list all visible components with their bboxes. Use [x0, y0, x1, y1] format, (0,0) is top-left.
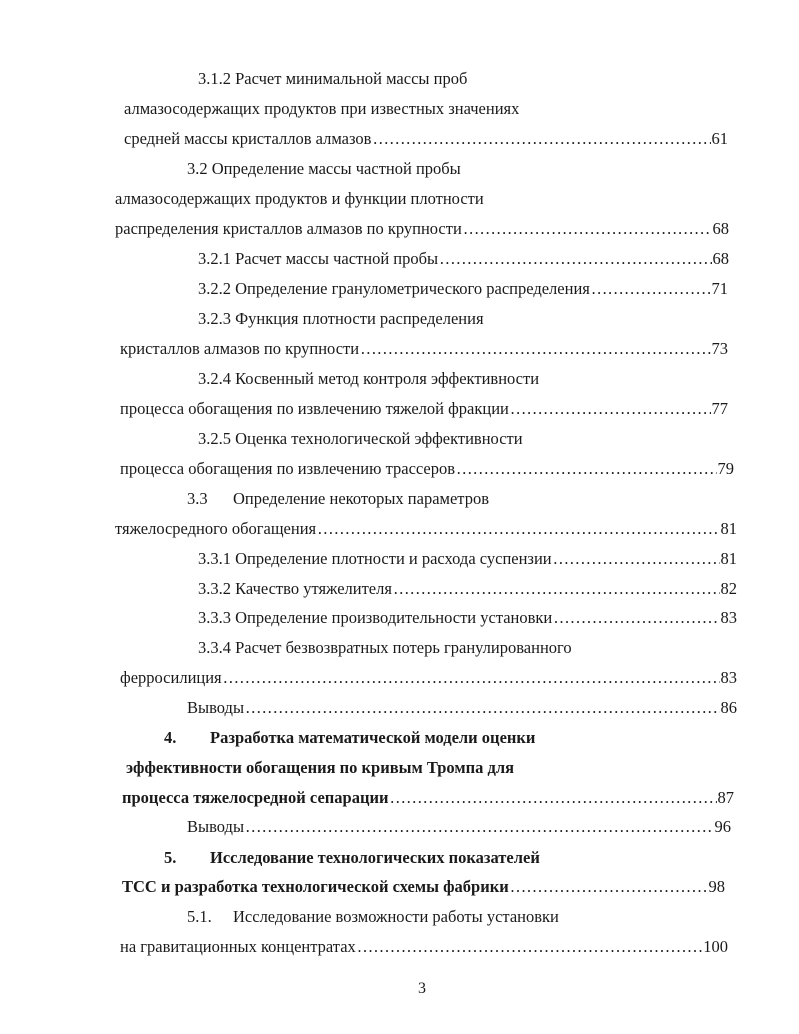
toc-entry-text: кристаллов алмазов по крупности — [120, 339, 360, 358]
dot-leader — [393, 578, 720, 600]
dot-leader — [389, 787, 716, 809]
toc-3-2-5-line-1: 3.2.5 Оценка технологической эффективности — [198, 429, 523, 448]
toc-3-2-line-1: 3.2 Определение массы частной пробы — [187, 159, 461, 178]
toc-entry-5-1 — [120, 936, 728, 958]
toc-page-number: 73 — [711, 339, 728, 358]
toc-entry-text: Выводы — [187, 698, 245, 717]
dot-leader — [439, 248, 711, 270]
toc-entry-4 — [122, 787, 734, 809]
toc-entry-text: процесса обогащения по извлечению тяжелой фракции — [120, 399, 509, 418]
dot-leader — [372, 128, 710, 150]
toc-entry-3-2 — [115, 218, 729, 240]
toc-page-number: 77 — [711, 399, 728, 418]
toc-page-number: 81 — [720, 519, 737, 538]
toc-entry-text: 3.2.1 Расчет массы частной пробы — [198, 249, 439, 268]
toc-entry-text: 3.3.1 Определение плотности и расхода суспензии — [198, 549, 552, 568]
toc-page-number: 71 — [711, 279, 728, 298]
section-title: Разработка математической модели оценки — [210, 728, 536, 747]
toc-entry-text: процесса обогащения по извлечению трассеров — [120, 459, 456, 478]
toc-4-line-1 — [164, 727, 535, 749]
toc-entry-text: средней массы кристаллов алмазов — [124, 129, 372, 148]
toc-page-number: 98 — [708, 877, 725, 896]
toc-entry-text: 3.3.3 Определение производительности установки — [198, 608, 553, 627]
section-number: 3.3 — [187, 489, 208, 508]
toc-3-1-2-line-1: 3.1.2 Расчет минимальной массы проб — [198, 69, 468, 88]
toc-entry-3-3 — [115, 518, 737, 540]
dot-leader — [245, 816, 713, 838]
toc-page-number: 68 — [712, 249, 729, 268]
dot-leader — [317, 518, 719, 540]
dot-leader — [510, 876, 708, 898]
toc-entry-text: Выводы — [187, 817, 245, 836]
page-number: 3 — [418, 980, 426, 997]
toc-page-number: 86 — [720, 698, 737, 717]
toc-3-2-3-line-1: 3.2.3 Функция плотности распределения — [198, 309, 484, 328]
toc-3-1-2-line-2: алмазосодержащих продуктов при известных значениях — [124, 99, 520, 118]
toc-entry-5 — [122, 876, 725, 898]
toc-3-2-4-line-1: 3.2.4 Косвенный метод контроля эффективности — [198, 369, 540, 388]
toc-entry-3-2-2 — [198, 278, 728, 300]
toc-page-number: 100 — [703, 937, 728, 956]
toc-entry-conclusions-4 — [187, 816, 731, 838]
section-number: 5. — [164, 848, 177, 867]
dot-leader — [510, 398, 711, 420]
dot-leader — [357, 936, 702, 958]
section-title: Исследование возможности работы установки — [233, 907, 559, 926]
toc-entry-text: на гравитационных концентратах — [120, 937, 356, 956]
toc-3-2-line-2: алмазосодержащих продуктов и функции плотности — [115, 189, 484, 208]
toc-page-number: 82 — [720, 579, 737, 598]
toc-page-number: 68 — [712, 219, 729, 238]
toc-page-number: 81 — [720, 549, 737, 568]
dot-leader — [456, 458, 716, 480]
toc-entry-text: ферросилиция — [120, 668, 222, 687]
toc-entry-conclusions-3 — [187, 697, 737, 719]
toc-entry-3-3-1 — [198, 548, 737, 570]
toc-entry-3-1-2 — [124, 128, 728, 150]
toc-5-line-1 — [164, 847, 540, 869]
toc-page-number: 83 — [720, 608, 737, 627]
toc-entry-text: распределения кристаллов алмазов по крупности — [115, 219, 462, 238]
toc-entry-3-2-4 — [120, 398, 728, 420]
toc-entry-3-3-2 — [198, 578, 737, 600]
toc-page-number: 96 — [714, 817, 731, 836]
dot-leader — [245, 697, 719, 719]
dot-leader — [553, 607, 719, 629]
toc-page-number: 61 — [711, 129, 728, 148]
toc-entry-text: тяжелосредного обогащения — [115, 519, 317, 538]
toc-entry-3-3-4 — [120, 667, 737, 689]
section-title: Определение некоторых параметров — [233, 489, 489, 508]
toc-3-3-line-1 — [187, 488, 489, 510]
dot-leader — [360, 338, 710, 360]
toc-entry-text: 3.3.2 Качество утяжелителя — [198, 579, 392, 598]
toc-entry-3-3-3 — [198, 607, 737, 629]
toc-5-1-line-1 — [187, 906, 559, 928]
dot-leader — [463, 218, 712, 240]
section-number: 4. — [164, 728, 177, 747]
toc-entry-text: 3.2.2 Определение гранулометрического распределения — [198, 279, 590, 298]
toc-entry-text: процесса тяжелосредной сепарации — [122, 788, 389, 807]
dot-leader — [223, 667, 720, 689]
toc-page-number: 79 — [717, 459, 734, 478]
toc-entry-3-2-1 — [198, 248, 729, 270]
toc-page-number: 87 — [717, 788, 734, 807]
toc-page-number: 83 — [720, 668, 737, 687]
dot-leader — [553, 548, 720, 570]
toc-entry-3-2-5 — [120, 458, 734, 480]
dot-leader — [591, 278, 711, 300]
section-number: 5.1. — [187, 907, 212, 926]
toc-entry-text: ТСС и разработка технологической схемы фабрики — [122, 877, 509, 896]
toc-3-3-4-line-1: 3.3.4 Расчет безвозвратных потерь гранулированного — [198, 638, 572, 657]
section-title: Исследование технологических показателей — [210, 848, 540, 867]
toc-4-line-2: эффективности обогащения по кривым Тромпа для — [126, 758, 514, 777]
toc-entry-3-2-3 — [120, 338, 728, 360]
